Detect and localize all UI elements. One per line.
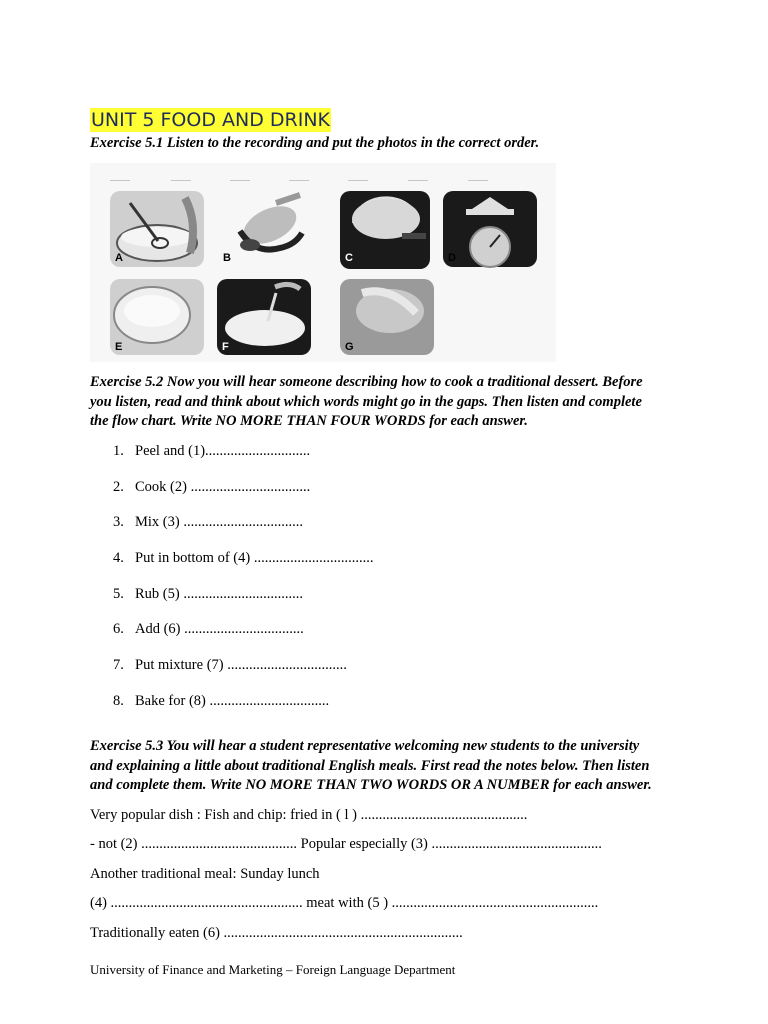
step-number: 1. <box>113 443 124 459</box>
page-footer: University of Finance and Marketing – Foreign Language Department <box>90 962 456 977</box>
answer-blank: .......... <box>348 174 368 183</box>
photo-b <box>238 195 302 251</box>
list-item <box>113 655 373 691</box>
heading-line: Exercise 5.2 Now you will hear someone describing how to cook a traditional dessert. Before <box>90 374 643 390</box>
note-line: Another traditional meal: Sunday lunch <box>90 866 320 882</box>
photo-panel <box>90 163 556 362</box>
answer-blank: .......... <box>110 174 130 183</box>
photo-label: C <box>345 252 353 264</box>
step-number: 3. <box>113 514 124 531</box>
step-text: Mix (3) ................................. <box>135 514 303 531</box>
note-line: Very popular dish : Fish and chip: fried in ( l ) .............................................. <box>90 807 528 823</box>
heading-line: and complete them. Write NO MORE THAN TWO WORDS OR A NUMBER for each answer. <box>90 777 652 793</box>
step-text: Cook (2) ................................. <box>135 478 311 495</box>
heading-line: Exercise 5.3 You will hear a student representative welcoming new students to the university <box>90 738 640 754</box>
exercise-5-2-heading <box>90 373 690 432</box>
answer-blank: .......... <box>408 174 428 183</box>
step-number: 4. <box>113 550 124 567</box>
step-number: 2. <box>113 478 124 495</box>
note-line: (4) ..................................................... meat with (5 ) ......................................................... <box>90 895 599 911</box>
photo-grid <box>90 163 556 362</box>
answer-blank: .......... <box>468 174 488 183</box>
heading-line: and explaining a little about traditional English meals. First read the notes below. Then listen <box>90 757 650 774</box>
heading-line: you listen, read and think about which words might go in the gaps. Then listen and complete <box>90 393 642 410</box>
heading-line: the flow chart. Write NO MORE THAN FOUR WORDS for each answer. <box>90 413 528 429</box>
exercise-5-3-heading <box>90 737 690 796</box>
list-item <box>113 441 373 477</box>
step-number: 5. <box>113 585 124 602</box>
step-text: Put mixture (7) ................................. <box>135 657 347 674</box>
step-text: Rub (5) ................................. <box>135 585 303 602</box>
answer-blank: .......... <box>289 174 309 183</box>
step-text: Add (6) ................................. <box>135 621 304 638</box>
photo-a <box>110 191 204 267</box>
step-text: Bake for (8) ................................. <box>135 692 330 709</box>
list-item <box>113 548 373 584</box>
exercise-5-1-heading: Exercise 5.1 Listen to the recording and put the photos in the correct order. <box>90 135 540 151</box>
answer-blank: .......... <box>230 174 250 183</box>
step-number: 8. <box>113 692 124 709</box>
note-line: Traditionally eaten (6) .................................................................. <box>90 925 463 941</box>
photo-g <box>340 279 434 355</box>
step-text: Peel and (1)............................. <box>135 443 311 459</box>
photo-label: A <box>115 252 123 264</box>
photo-label: E <box>115 341 123 353</box>
flow-chart-steps <box>113 441 373 727</box>
step-text: Put in bottom of (4) ................................. <box>135 550 374 567</box>
photo-label: B <box>223 252 231 264</box>
photo-label: G <box>345 341 354 353</box>
list-item <box>113 619 373 655</box>
step-number: 7. <box>113 657 124 674</box>
photo-f <box>217 279 311 355</box>
list-item <box>113 512 373 548</box>
note-line: - not (2) ........................................... Popular especially (3) ............................................... <box>90 836 602 852</box>
list-item <box>113 584 373 620</box>
list-item <box>113 691 373 727</box>
photo-label: D <box>448 252 456 264</box>
photo-label: F <box>222 341 229 353</box>
page-title: UNIT 5 FOOD AND DRINK <box>91 109 330 131</box>
list-item <box>113 477 373 513</box>
photo-c <box>340 191 430 269</box>
photo-d <box>443 191 537 267</box>
step-number: 6. <box>113 621 124 638</box>
photo-e <box>110 279 204 355</box>
answer-blank: .......... <box>171 174 191 183</box>
